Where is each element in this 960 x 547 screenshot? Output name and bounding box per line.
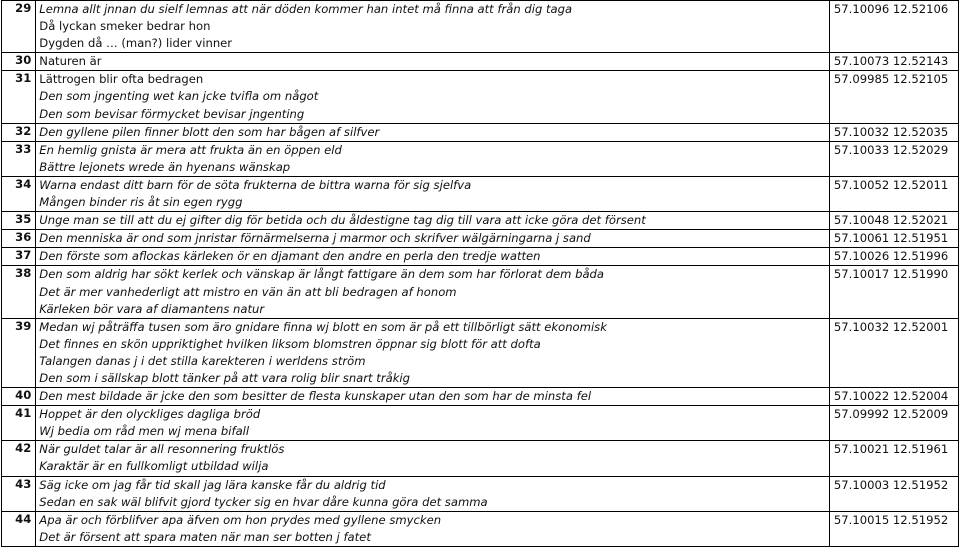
latitude: 57.09985 <box>833 72 890 87</box>
table-row <box>2 176 959 211</box>
row-number: 29 <box>2 1 36 53</box>
coordinates-cell <box>829 388 958 406</box>
latitude: 57.10073 <box>833 54 890 69</box>
inscription-line: Den menniska är ond som jnristar förnärmelserna j marmor och skrifver wälgärningarna j sand <box>39 231 591 246</box>
longitude: 12.52011 <box>892 177 949 192</box>
latitude: 57.10048 <box>833 213 890 228</box>
inscription-text-cell <box>36 230 830 248</box>
row-number: 39 <box>2 318 36 387</box>
inscription-line: Talangen danas j i det stilla karekteren i werldens ström <box>39 353 366 368</box>
row-number: 42 <box>2 441 36 476</box>
coordinates-cell <box>829 441 958 476</box>
latitude: 57.10096 <box>833 2 890 16</box>
table-row <box>2 318 959 387</box>
inscription-line: Säg icke om jag får tid skall jag lära kanske får du aldrig tid <box>39 477 386 492</box>
coordinates-cell <box>829 71 958 123</box>
inscription-line: Den mest bildade är jcke den som besitter de flesta kunskaper utan den som har de minsta fel <box>39 389 592 404</box>
latitude: 57.10003 <box>833 477 890 492</box>
inscription-line: Wj bedia om råd men wj mena bifall <box>39 424 250 439</box>
table-row <box>2 248 959 266</box>
latitude: 57.10017 <box>833 267 890 282</box>
longitude: 12.52001 <box>892 319 949 334</box>
latitude: 57.09992 <box>833 407 890 422</box>
coordinates-cell <box>829 141 958 176</box>
inscription-line: Den förste som aflockas kärleken ör en djamant den andre en perla den tredje watten <box>39 249 541 264</box>
row-number: 33 <box>2 141 36 176</box>
table-row <box>2 53 959 71</box>
coordinates-cell <box>829 1 958 53</box>
inscription-text-cell <box>36 141 830 176</box>
row-number: 44 <box>2 511 36 546</box>
latitude: 57.10021 <box>833 442 890 457</box>
longitude: 12.51961 <box>892 442 949 457</box>
coordinates-cell <box>829 123 958 141</box>
inscription-line: Sedan en sak wäl blifvit gjord tycker sig en hvar dåre kunna göra det samma <box>39 494 488 509</box>
table-row <box>2 71 959 123</box>
latitude: 57.10033 <box>833 142 890 157</box>
coordinates-cell <box>829 53 958 71</box>
row-number: 40 <box>2 388 36 406</box>
inscription-text-cell <box>36 318 830 387</box>
row-number: 41 <box>2 406 36 441</box>
coordinates-cell <box>829 318 958 387</box>
table-row <box>2 476 959 511</box>
inscription-line: Kärleken bör vara af diamantens natur <box>39 301 265 316</box>
longitude: 12.52021 <box>892 213 949 228</box>
inscription-line: En hemlig gnista är mera att frukta än en öppen eld <box>39 142 342 157</box>
inscription-text-cell <box>36 1 830 53</box>
row-number: 35 <box>2 212 36 230</box>
inscription-text-cell <box>36 511 830 546</box>
latitude: 57.10015 <box>833 512 890 527</box>
inscription-line: Den som aldrig har sökt kerlek och vänskap är långt fattigare än dem som har förlorat dem båda <box>39 267 605 282</box>
longitude: 12.51996 <box>892 249 949 264</box>
table-row <box>2 230 959 248</box>
inscription-text-cell <box>36 53 830 71</box>
inscription-text-cell <box>36 266 830 318</box>
coordinates-cell <box>829 230 958 248</box>
inscription-line: Lemna allt jnnan du sielf lemnas att när döden kommer han intet må finna att från dig taga <box>39 2 573 16</box>
inscription-line: När guldet talar är all resonnering fruktlös <box>39 442 285 457</box>
inscription-line: Naturen är <box>39 54 102 69</box>
inscription-line: Det finnes en skön uppriktighet hvilken liksom blomstren öppnar sig blott för att dofta <box>39 336 541 351</box>
coordinates-cell <box>829 248 958 266</box>
inscription-line: Den gyllene pilen finner blott den som har bågen af silfver <box>39 124 380 139</box>
inscription-line: Mången binder ris åt sin egen rygg <box>39 195 243 210</box>
row-number: 32 <box>2 123 36 141</box>
row-number: 30 <box>2 53 36 71</box>
inscription-text-cell <box>36 176 830 211</box>
row-number: 43 <box>2 476 36 511</box>
inscription-line: Den som jngenting wet kan jcke tvifla om något <box>39 89 319 104</box>
inscription-line: Bättre lejonets wrede än hyenans wänskap <box>39 159 291 174</box>
longitude: 12.51990 <box>892 267 949 282</box>
longitude: 12.52029 <box>892 142 949 157</box>
table-row <box>2 212 959 230</box>
inscription-table <box>1 0 959 547</box>
inscription-line: Den som bevisar förmycket bevisar jngenting <box>39 106 305 121</box>
longitude: 12.52106 <box>892 2 949 16</box>
longitude: 12.52035 <box>892 124 949 139</box>
table-row <box>2 1 959 53</box>
table-row <box>2 511 959 546</box>
row-number: 31 <box>2 71 36 123</box>
latitude: 57.10026 <box>833 249 890 264</box>
coordinates-cell <box>829 406 958 441</box>
inscription-text-cell <box>36 388 830 406</box>
table-row <box>2 406 959 441</box>
inscription-line: Warna endast ditt barn för de söta frukterna de bittra warna för sig sjelfva <box>39 177 472 192</box>
longitude: 12.52004 <box>892 389 949 404</box>
inscription-text-cell <box>36 441 830 476</box>
inscription-line: Då lyckan smeker bedrar hon <box>39 19 211 34</box>
inscription-line: Dygden då … (man?) lider vinner <box>39 36 233 51</box>
longitude: 12.51952 <box>892 512 949 527</box>
coordinates-cell <box>829 176 958 211</box>
inscription-line: Den som i sällskap blott tänker på att vara rolig blir snart tråkig <box>39 370 410 385</box>
latitude: 57.10032 <box>833 319 890 334</box>
table-row <box>2 123 959 141</box>
table-body <box>2 1 959 547</box>
inscription-line: Det är försent att spara maten när man ser botten j fatet <box>39 529 371 544</box>
table-row <box>2 388 959 406</box>
inscription-line: Karaktär är en fullkomligt utbildad wilja <box>39 459 269 474</box>
inscription-line: Hoppet är den olyckliges dagliga bröd <box>39 407 261 422</box>
longitude: 12.52009 <box>892 407 949 422</box>
inscription-line: Det är mer vanhederligt att mistro en vän än att bli bedragen af honom <box>39 284 457 299</box>
coordinates-cell <box>829 266 958 318</box>
coordinates-cell <box>829 511 958 546</box>
inscription-line: Medan wj påträffa tusen som äro gnidare finna wj blott en som är på ett tillbörligt sätt ekonomisk <box>39 319 607 334</box>
inscription-text-cell <box>36 123 830 141</box>
latitude: 57.10052 <box>833 177 890 192</box>
latitude: 57.10022 <box>833 389 890 404</box>
row-number: 38 <box>2 266 36 318</box>
inscription-text-cell <box>36 71 830 123</box>
table-row <box>2 441 959 476</box>
table-row <box>2 141 959 176</box>
inscription-text-cell <box>36 406 830 441</box>
inscription-text-cell <box>36 212 830 230</box>
longitude: 12.52143 <box>892 54 949 69</box>
row-number: 36 <box>2 230 36 248</box>
row-number: 34 <box>2 176 36 211</box>
inscription-line: Lättrogen blir ofta bedragen <box>39 72 204 87</box>
row-number: 37 <box>2 248 36 266</box>
longitude: 12.52105 <box>892 72 949 87</box>
latitude: 57.10061 <box>833 231 890 246</box>
longitude: 12.51952 <box>892 477 949 492</box>
coordinates-cell <box>829 212 958 230</box>
longitude: 12.51951 <box>892 231 949 246</box>
table-row <box>2 266 959 318</box>
inscription-line: Unge man se till att du ej gifter dig för betida och du åldestigne tag dig till vara att icke göra det försent <box>39 213 646 228</box>
coordinates-cell <box>829 476 958 511</box>
inscription-text-cell <box>36 476 830 511</box>
latitude: 57.10032 <box>833 124 890 139</box>
inscription-text-cell <box>36 248 830 266</box>
inscription-line: Apa är och förblifver apa äfven om hon prydes med gyllene smycken <box>39 512 442 527</box>
